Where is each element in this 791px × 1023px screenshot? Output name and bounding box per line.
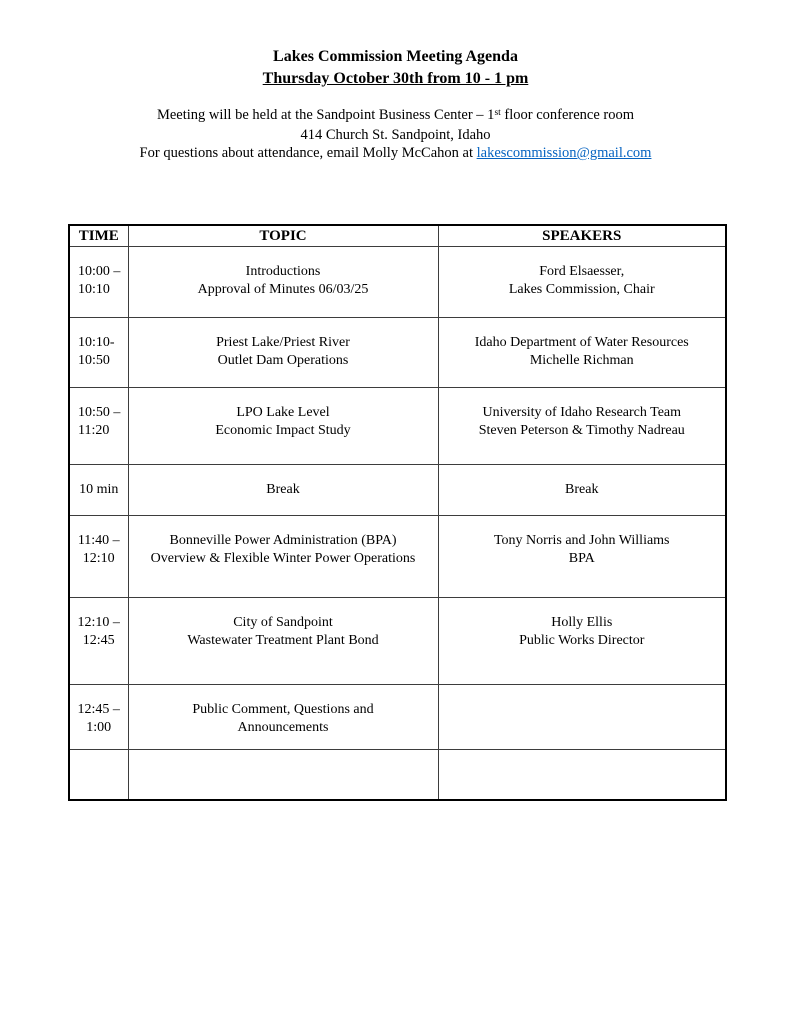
table-row [69, 387, 726, 464]
speaker-cell [438, 317, 726, 387]
speaker-cell [438, 464, 726, 515]
topic-cell [128, 387, 438, 464]
header-speakers: SPEAKERS [438, 225, 726, 246]
cell-line: Idaho Department of Water Resources [474, 334, 689, 350]
speaker-cell [438, 387, 726, 464]
cell-line: Outlet Dam Operations [217, 352, 349, 368]
topic-cell [128, 464, 438, 515]
table-header-row [69, 225, 726, 246]
time-cell [69, 317, 128, 387]
cell-line: 10:10 [78, 281, 110, 297]
cell-line: Announcements [237, 719, 329, 735]
time-cell [69, 246, 128, 317]
page-subtitle: Thursday October 30th from 10 - 1 pm [262, 70, 529, 87]
topic-cell [128, 597, 438, 684]
cell-line: 10:00 – [78, 263, 121, 279]
speaker-cell [438, 749, 726, 800]
intro-line1-superscript: st [494, 107, 501, 118]
table-row [69, 515, 726, 597]
time-cell [69, 464, 128, 515]
cell-line: Economic Impact Study [215, 422, 351, 438]
cell-line: Public Comment, Questions and [192, 701, 374, 717]
table-row [69, 246, 726, 317]
time-cell [69, 684, 128, 749]
topic-cell [128, 749, 438, 800]
cell-line: Bonneville Power Administration (BPA) [169, 532, 397, 548]
page-title: Lakes Commission Meeting Agenda [273, 48, 518, 65]
topic-cell [128, 515, 438, 597]
speaker-cell [438, 597, 726, 684]
speaker-cell [438, 684, 726, 749]
header-topic: TOPIC [128, 225, 438, 246]
cell-line: 11:20 [78, 422, 110, 438]
cell-line: 12:45 [82, 632, 115, 648]
cell-line: Tony Norris and John Williams [493, 532, 670, 548]
cell-line: Overview & Flexible Winter Power Operations [150, 550, 416, 566]
cell-line: 10:50 [78, 352, 110, 368]
cell-line: Public Works Director [519, 632, 645, 648]
cell-line: 11:40 – [77, 532, 120, 548]
table-row [69, 317, 726, 387]
cell-line: BPA [568, 550, 595, 566]
time-cell [69, 515, 128, 597]
agenda-table [68, 224, 727, 801]
speaker-cell [438, 246, 726, 317]
cell-line: 10 min [79, 481, 119, 497]
title-block [0, 46, 791, 90]
cell-line: University of Idaho Research Team [482, 404, 682, 420]
cell-line: Michelle Richman [529, 352, 634, 368]
cell-line: 10:10- [78, 334, 115, 350]
intro-line-address: 414 Church St. Sandpoint, Idaho [300, 127, 491, 143]
time-cell [69, 749, 128, 800]
time-cell [69, 387, 128, 464]
cell-line: Break [565, 481, 599, 497]
cell-line: 12:10 [82, 550, 115, 566]
agenda-table-body [69, 246, 726, 800]
table-row [69, 597, 726, 684]
cell-line: Steven Peterson & Timothy Nadreau [478, 422, 685, 438]
intro-line-location [0, 106, 791, 126]
intro-block [0, 106, 791, 162]
time-cell [69, 597, 128, 684]
speaker-cell [438, 515, 726, 597]
email-link[interactable]: lakescommission@gmail.com [476, 145, 652, 161]
topic-cell [128, 684, 438, 749]
topic-cell [128, 246, 438, 317]
intro-line3-prefix: For questions about attendance, email Molly McCahon at [139, 145, 477, 161]
table-row [69, 464, 726, 515]
cell-line: 12:45 – [77, 701, 120, 717]
cell-line: Lakes Commission, Chair [508, 281, 655, 297]
header-time: TIME [69, 225, 128, 246]
cell-line: Approval of Minutes 06/03/25 [197, 281, 369, 297]
intro-line1-suffix: floor conference room [500, 107, 635, 123]
table-row [69, 684, 726, 749]
cell-line: Holly Ellis [551, 614, 613, 630]
cell-line: 12:10 – [77, 614, 120, 630]
cell-line: Priest Lake/Priest River [216, 334, 350, 350]
cell-line: Break [266, 481, 300, 497]
intro-line-contact [0, 144, 791, 162]
cell-line: Introductions [245, 263, 321, 279]
cell-line: 10:50 – [78, 404, 121, 420]
cell-line: City of Sandpoint [233, 614, 333, 630]
intro-line1-prefix: Meeting will be held at the Sandpoint Business Center – 1 [156, 107, 495, 123]
cell-line: 1:00 [86, 719, 112, 735]
table-row [69, 749, 726, 800]
cell-line: LPO Lake Level [236, 404, 330, 420]
topic-cell [128, 317, 438, 387]
cell-line: Wastewater Treatment Plant Bond [187, 632, 379, 648]
cell-line: Ford Elsaesser, [539, 263, 625, 279]
